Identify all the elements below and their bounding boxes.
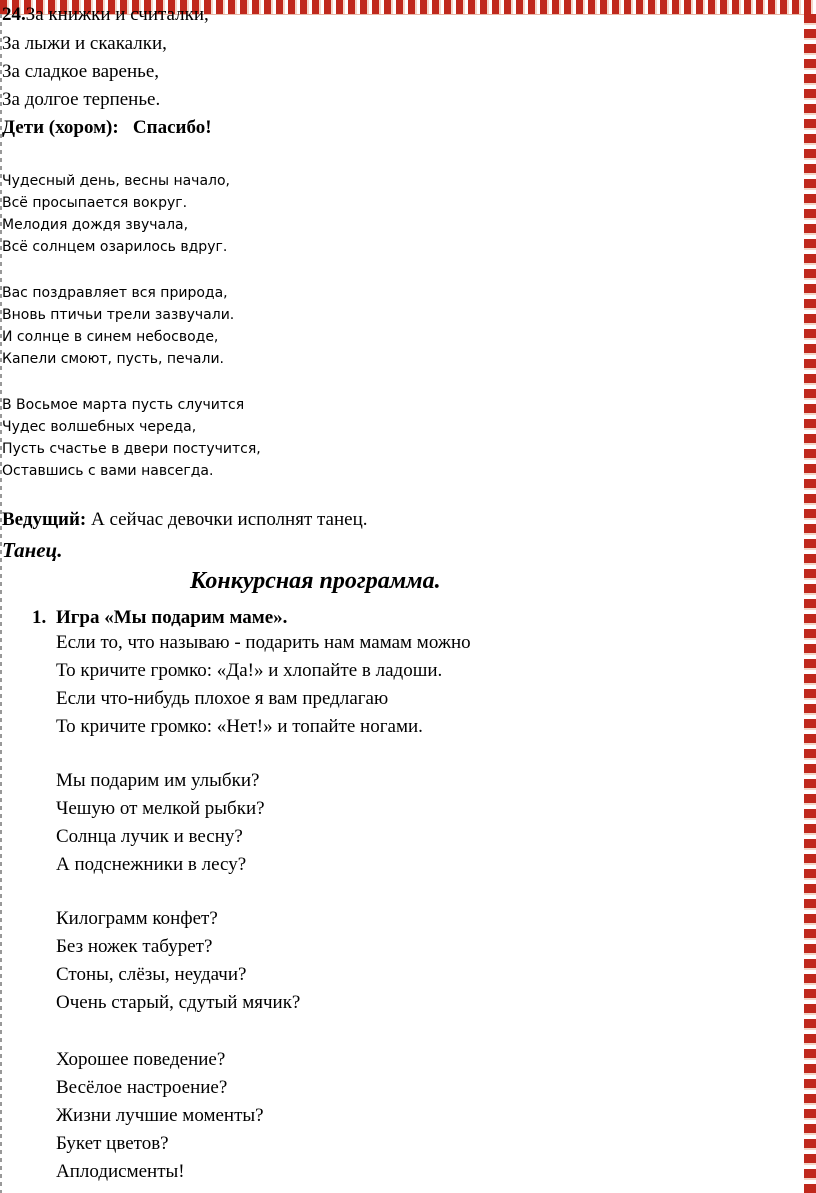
poem-line: Оставшись с вами навсегда. — [2, 463, 214, 479]
chorus-label: Дети (хором): — [2, 117, 119, 138]
game-rule: То кричите громко: «Да!» и хлопайте в ладоши. — [56, 660, 443, 681]
game-number: 1. — [32, 607, 47, 628]
decorative-border-right — [804, 14, 816, 1193]
verse-line: За сладкое варенье, — [2, 61, 160, 82]
host-line — [2, 509, 368, 531]
game-title: Игра «Мы подарим маме». — [56, 607, 288, 628]
poem-line: Чудесный день, весны начало, — [2, 173, 230, 189]
game-question: Солнца лучик и весну? — [56, 826, 243, 847]
dashed-border-left — [0, 14, 2, 1193]
game-question: Очень старый, сдутый мячик? — [56, 992, 301, 1013]
host-label: Ведущий: — [2, 509, 87, 530]
game-question: Килограмм конфет? — [56, 908, 218, 929]
poem-line: В Восьмое марта пусть случится — [2, 397, 245, 413]
verse-line: За лыжи и скакалки, — [2, 33, 167, 54]
game-question: Жизни лучшие моменты? — [56, 1105, 264, 1126]
game-question: Чешую от мелкой рыбки? — [56, 798, 265, 819]
game-question: Без ножек табурет? — [56, 936, 213, 957]
game-question: Аплодисменты! — [56, 1161, 185, 1182]
host-text: А сейчас девочки исполнят танец. — [90, 509, 368, 530]
dance-label: Танец. — [2, 538, 63, 562]
game-question: Мы подарим им улыбки? — [56, 770, 260, 791]
game-rule: Если то, что называю - подарить нам мамам можно — [56, 632, 471, 653]
poem-line: И солнце в синем небосводе, — [2, 329, 219, 345]
verse-line: За долгое терпенье. — [2, 89, 161, 110]
game-rule: Если что-нибудь плохое я вам предлагаю — [56, 688, 389, 709]
poem-line: Всё солнцем озарилось вдруг. — [2, 239, 228, 255]
game-question: Весёлое настроение? — [56, 1077, 228, 1098]
verse-line — [2, 4, 209, 26]
game-question: Хорошее поведение? — [56, 1049, 226, 1070]
game-question: Стоны, слёзы, неудачи? — [56, 964, 247, 985]
verse-text: За книжки и считалки, — [25, 4, 209, 25]
children-chorus-line — [2, 117, 212, 139]
chorus-text: Спасибо! — [132, 117, 212, 138]
poem-line: Вновь птичьи трели зазвучали. — [2, 307, 235, 323]
section-title: Конкурсная программа. — [190, 568, 441, 594]
poem-line: Мелодия дождя звучала, — [2, 217, 189, 233]
game-question: Букет цветов? — [56, 1133, 169, 1154]
poem-line: Пусть счастье в двери постучится, — [2, 441, 261, 457]
poem-line: Чудес волшебных череда, — [2, 419, 197, 435]
game-rule: То кричите громко: «Нет!» и топайте ногами. — [56, 716, 423, 737]
verse-number: 24. — [2, 4, 26, 25]
poem-line: Вас поздравляет вся природа, — [2, 285, 228, 301]
poem-line: Капели смоют, пусть, печали. — [2, 351, 225, 367]
poem-line: Всё просыпается вокруг. — [2, 195, 188, 211]
game-question: А подснежники в лесу? — [56, 854, 247, 875]
